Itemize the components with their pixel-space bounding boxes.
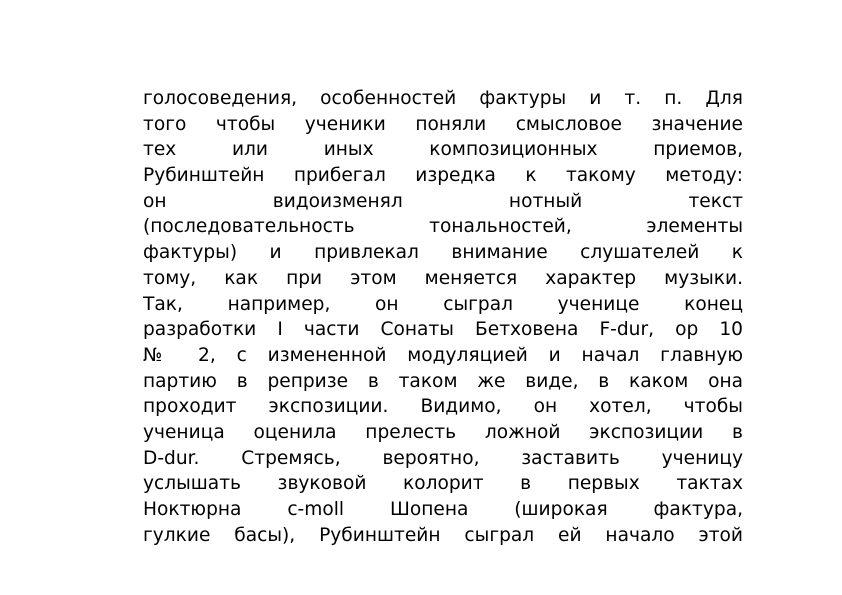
text-line: разработки I части Сонаты Бетховена F-dur, ор 10 — [143, 319, 743, 341]
text-line: тех или иных композиционных приемов, — [143, 139, 743, 161]
text-line: № 2, с измененной модуляцией и начал главную — [143, 344, 743, 366]
text-line: гулкие басы), Рубинштейн сыграл ей начало этой — [143, 524, 743, 546]
text-line: ученица оценила прелесть ложной экспозиции в — [143, 421, 743, 443]
text-line: Ноктюрна c-moll Шопена (широкая фактура, — [143, 499, 743, 520]
text-line: проходит экспозиции. Видимо, он хотел, чтобы — [143, 396, 743, 418]
text-line: тому, как при этом меняется характер музыки. — [143, 267, 743, 289]
text-line: голосоведения, особенностей фактуры и т. п. Для — [143, 88, 743, 109]
text-line: Рубинштейн прибегал изредка к такому методу: — [143, 165, 743, 187]
text-line: он видоизменял нотный текст — [143, 190, 743, 212]
text-line: партию в репризе в таком же виде, в каком она — [143, 370, 743, 392]
text-line: фактуры) и привлекал внимание слушателей к — [143, 242, 743, 264]
text-line: Так, например, он сыграл ученице конец — [143, 293, 743, 315]
body-text — [143, 86, 743, 548]
text-line: D-dur. Стремясь, вероятно, заставить ученицу — [143, 447, 743, 469]
text-line: того чтобы ученики поняли смысловое значение — [143, 113, 743, 135]
text-line: (последовательность тональностей, элементы — [143, 216, 743, 238]
text-line: услышать звуковой колорит в первых тактах — [143, 473, 743, 495]
